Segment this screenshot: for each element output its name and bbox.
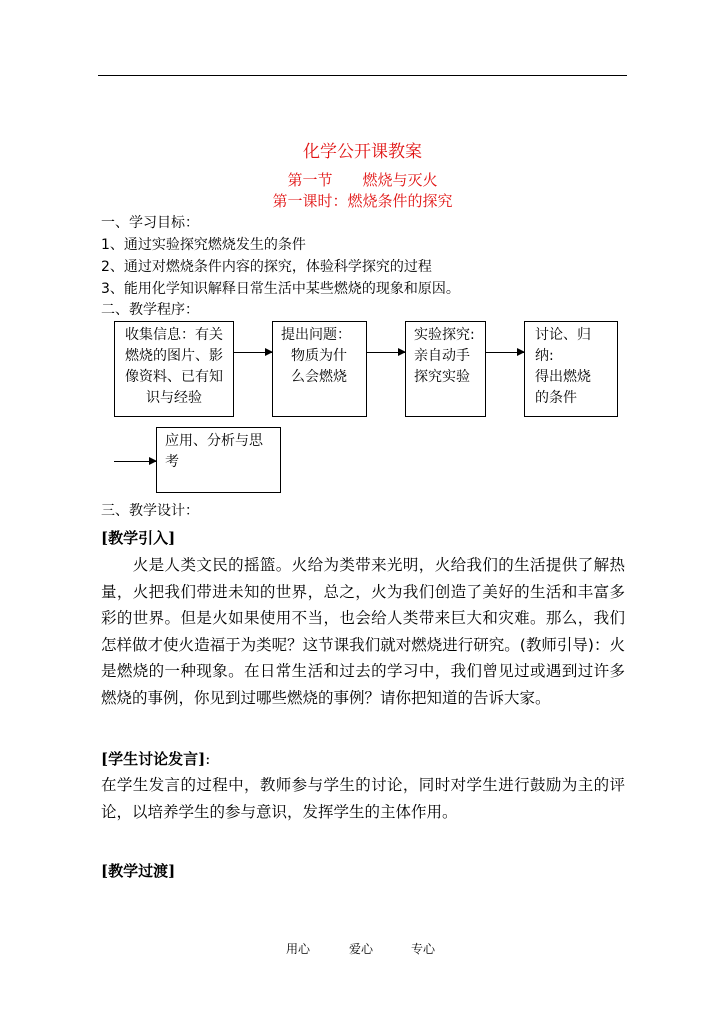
flow-box-line: 燃烧的图片、影	[125, 348, 223, 364]
footer-text: 爱心	[349, 942, 374, 956]
flow-box-line: 得出燃烧	[535, 369, 591, 385]
transition-heading: [教学过渡]	[101, 862, 176, 880]
discussion-paragraph: 在学生发言的过程中，教师参与学生的讨论，同时对学生进行鼓励为主的评论，以培养学生的参与意识，发挥学生的主体作用。	[101, 776, 625, 821]
flow-box-line: 收集信息：有关	[125, 327, 223, 343]
flow-arrow	[234, 352, 272, 353]
flow-box-line: 识与经验	[146, 390, 202, 406]
flow-box-line: 实验探究:	[414, 327, 475, 343]
goal-item: 2、通过对燃烧条件内容的探究，体验科学探究的过程	[101, 259, 432, 275]
flow-box-line: 应用、分析与思	[165, 433, 263, 449]
flow-box-line: 提出问题：	[281, 327, 351, 343]
flow-box-line: 像资料、已有知	[125, 369, 223, 385]
goals-heading: 一、学习目标：	[101, 215, 199, 231]
flow-box-experiment	[405, 321, 486, 417]
procedure-heading: 二、教学程序：	[101, 302, 199, 318]
intro-paragraph: 火是人类文民的摇篮。火给为类带来光明，火给我们的生活提供了解热量，火把我们带进未知的世界，总之，火为我们创造了美好的生活和丰富多彩的世界。但是火如果使用不当，也会给人类带来巨大和灾难。那么，我们怎样做才使火造福于为类呢？这节课我们就对燃烧进行研究。(教师引导)：火是燃烧的一种现象。在日常生活和过去的学习中，我们曾见过或遇到过许多燃烧的事例，你见到过哪些燃烧的事例？请你把知道的告诉大家。	[101, 556, 625, 707]
section-number: 第一节	[287, 171, 333, 189]
header-rule	[98, 75, 627, 76]
flow-arrow	[367, 352, 405, 353]
discussion-heading-colon: :	[205, 750, 211, 768]
doc-title: 化学公开课教案	[303, 142, 422, 162]
design-heading: 三、教学设计：	[101, 503, 199, 519]
discussion-heading	[101, 748, 210, 769]
flow-box-collect	[114, 321, 234, 417]
flow-arrow	[486, 352, 524, 353]
flow-box-line: 物质为什	[291, 348, 347, 364]
intro-heading: [教学引入]	[101, 529, 176, 547]
flow-box-apply	[156, 427, 281, 493]
section-name: 燃烧与灭火	[362, 171, 438, 189]
flow-box-line: 么会燃烧	[291, 369, 347, 385]
flow-box-question	[272, 321, 367, 417]
footer-text: 用心	[286, 942, 311, 956]
flow-box-conclude	[524, 321, 618, 417]
goal-item: 3、能用化学知识解释日常生活中某些燃烧的现象和原因。	[101, 281, 460, 297]
flow-box-line: 的条件	[535, 390, 577, 406]
flow-box-line: 考	[165, 454, 179, 470]
discussion-heading-text: [学生讨论发言]	[101, 750, 206, 768]
flow-arrow	[114, 461, 156, 462]
footer-text: 专心	[411, 942, 436, 956]
flow-box-line: 亲自动手	[414, 348, 470, 364]
flow-box-line: 讨论、归纳:	[535, 327, 591, 364]
flow-box-line: 探究实验	[414, 369, 470, 385]
lesson-title: 第一课时：燃烧条件的探究	[272, 192, 453, 210]
section-title	[0, 169, 725, 190]
goal-item: 1、通过实验探究燃烧发生的条件	[101, 237, 306, 253]
